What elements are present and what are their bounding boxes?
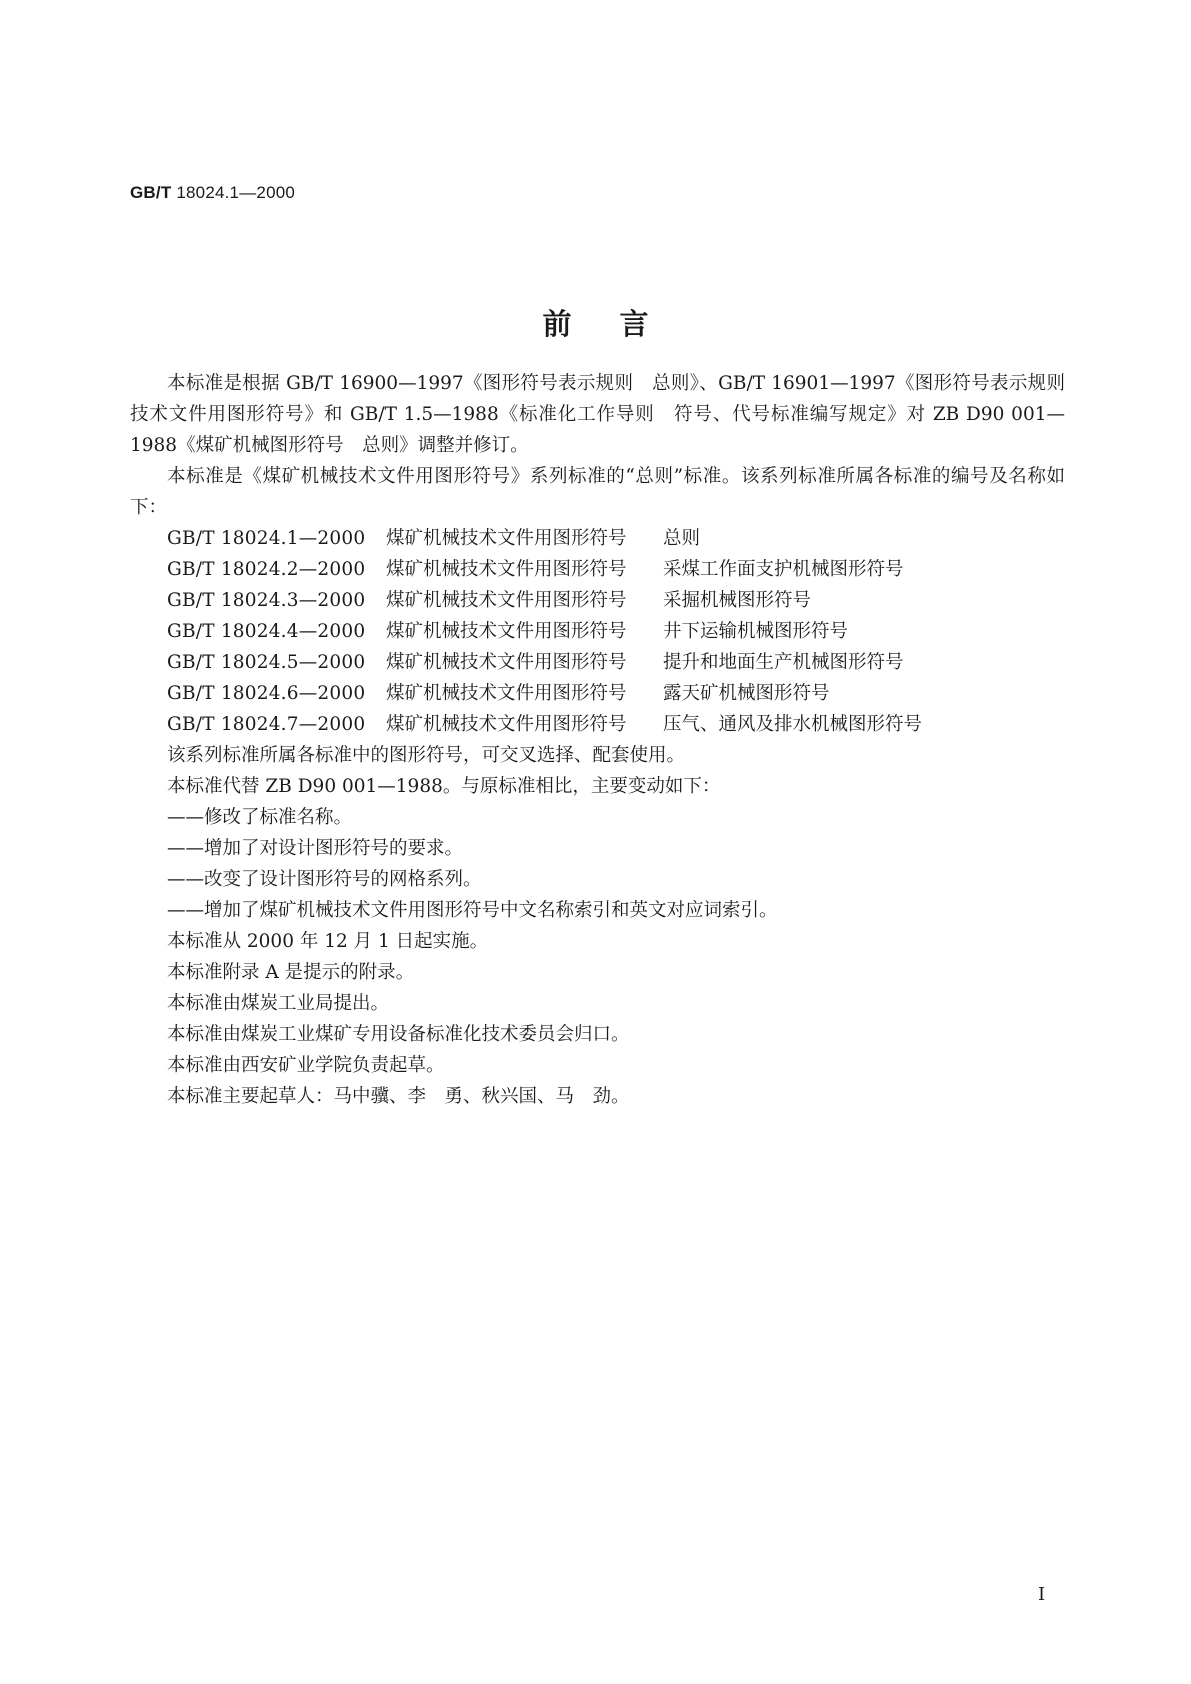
change-item: ——改变了设计图形符号的网格系列。 <box>167 869 482 890</box>
series-item-title: 煤矿机械技术文件用图形符号 <box>386 590 627 611</box>
series-list-item <box>130 616 1065 647</box>
standard-code-number: 18024.1—2000 <box>176 183 296 202</box>
series-item-code: GB/T 18024.3—2000 <box>167 590 366 611</box>
series-item-code: GB/T 18024.6—2000 <box>167 683 366 704</box>
proposed-by-note: 本标准由煤炭工业局提出。 <box>167 993 390 1014</box>
change-item: ——修改了标准名称。 <box>167 807 353 828</box>
series-item-subtitle: 采煤工作面支护机械图形符号 <box>663 559 904 580</box>
series-item-subtitle: 压气、通风及排水机械图形符号 <box>663 714 923 735</box>
series-item-code: GB/T 18024.7—2000 <box>167 714 366 735</box>
series-item-code: GB/T 18024.4—2000 <box>167 621 366 642</box>
standard-code-header <box>130 183 295 203</box>
series-item-subtitle: 井下运输机械图形符号 <box>663 621 849 642</box>
series-list <box>130 523 1065 740</box>
change-item: ——增加了对设计图形符号的要求。 <box>167 838 464 859</box>
drafted-by-note: 本标准由西安矿业学院负责起草。 <box>167 1055 445 1076</box>
series-list-item <box>130 709 1065 740</box>
series-list-item <box>130 523 1065 554</box>
series-item-title: 煤矿机械技术文件用图形符号 <box>386 621 627 642</box>
series-item-subtitle: 露天矿机械图形符号 <box>663 683 830 704</box>
series-item-code: GB/T 18024.2—2000 <box>167 559 366 580</box>
cross-use-note: 该系列标准所属各标准中的图形符号，可交叉选择、配套使用。 <box>167 745 686 766</box>
page-number: I <box>1038 1584 1046 1605</box>
series-item-title: 煤矿机械技术文件用图形符号 <box>386 652 627 673</box>
foreword-body <box>130 368 1084 1112</box>
standard-code-prefix: GB/T <box>130 183 172 202</box>
series-paragraph: 本标准是《煤矿机械技术文件用图形符号》系列标准的“总则”标准。该系列标准所属各标准的编号及名称如下： <box>130 466 1065 518</box>
series-list-item <box>130 585 1065 616</box>
centralized-by-note: 本标准由煤炭工业煤矿专用设备标准化技术委员会归口。 <box>167 1024 630 1045</box>
series-list-item <box>130 647 1065 678</box>
page-title: 前言 <box>542 307 697 341</box>
effective-date-note: 本标准从 2000 年 12 月 1 日起实施。 <box>167 931 489 952</box>
series-item-title: 煤矿机械技术文件用图形符号 <box>386 559 627 580</box>
appendix-note: 本标准附录 A 是提示的附录。 <box>167 962 415 983</box>
series-item-code: GB/T 18024.5—2000 <box>167 652 366 673</box>
series-item-title: 煤矿机械技术文件用图形符号 <box>386 528 627 549</box>
series-item-subtitle: 提升和地面生产机械图形符号 <box>663 652 904 673</box>
series-item-subtitle: 采掘机械图形符号 <box>663 590 812 611</box>
series-item-title: 煤矿机械技术文件用图形符号 <box>386 714 627 735</box>
series-list-item <box>130 554 1065 585</box>
series-item-subtitle: 总则 <box>663 528 701 549</box>
drafters-note: 本标准主要起草人：马中骥、李 勇、秋兴国、马 劲。 <box>167 1086 630 1107</box>
series-item-title: 煤矿机械技术文件用图形符号 <box>386 683 627 704</box>
replaces-note: 本标准代替 ZB D90 001—1988。与原标准相比，主要变动如下： <box>167 776 721 797</box>
series-item-code: GB/T 18024.1—2000 <box>167 528 366 549</box>
change-item: ——增加了煤矿机械技术文件用图形符号中文名称索引和英文对应词索引。 <box>167 900 778 921</box>
intro-paragraph: 本标准是根据 GB/T 16900—1997《图形符号表示规则 总则》、GB/T 16901—1997《图形符号表示规则 技术文件用图形符号》和 GB/T 1.5—1988《标准化工作导则 符号、代号标准编写规定》对 ZB D90 001—1988《煤矿机械图形符号 总则》调整并修订。 <box>130 373 1084 456</box>
series-list-item <box>130 678 1065 709</box>
